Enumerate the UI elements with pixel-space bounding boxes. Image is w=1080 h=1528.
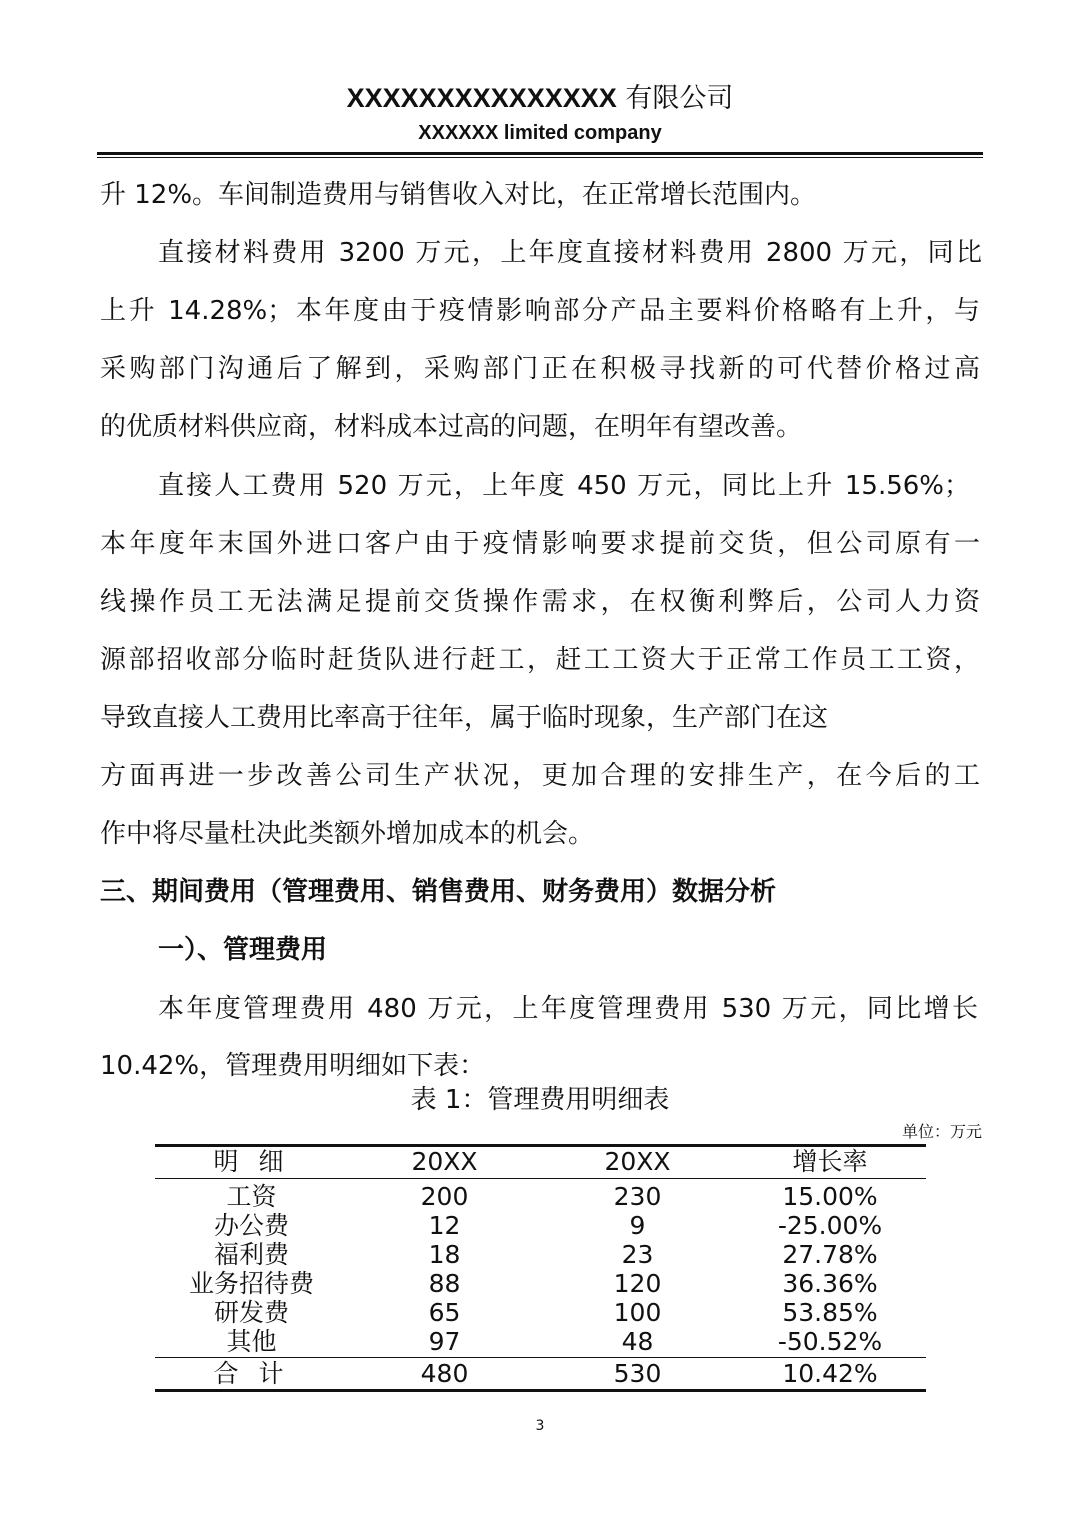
table-header-row — [155, 1147, 926, 1176]
table-cell: 88 — [428, 1269, 461, 1298]
table-header-cell: 20XX — [604, 1147, 671, 1176]
table-cell: -25.00% — [777, 1211, 883, 1240]
page-number: 3 — [535, 1418, 545, 1434]
table-cell: -50.52% — [777, 1327, 883, 1356]
paragraph-line: 导致直接人工费用比率高于往年，属于临时现象，生产部门在这 — [100, 703, 829, 733]
table-cell: 48 — [621, 1327, 654, 1356]
paragraph-line: 采购部门沟通后了解到，采购部门正在积极寻找新的可代替价格过高 — [100, 354, 980, 384]
table-total-rule — [155, 1357, 926, 1358]
table-unit-label: 单位：万元 — [901, 1122, 982, 1141]
paragraph-line: 本年度管理费用 480 万元，上年度管理费用 530 万元，同比增长 — [158, 994, 978, 1024]
company-name-latin: XXXXXXXXXXXXXXX — [346, 83, 617, 113]
table-row — [155, 1327, 926, 1356]
table-bottom-rule — [155, 1389, 926, 1392]
table-cell: 15.00% — [782, 1182, 878, 1211]
table-cell: 230 — [613, 1182, 662, 1211]
paragraph-line: 直接人工费用 520 万元，上年度 450 万元，同比上升 15.56%； — [158, 471, 970, 501]
table-total-row — [155, 1359, 926, 1388]
table-cell: 120 — [613, 1269, 662, 1298]
paragraph-line: 的优质材料供应商，材料成本过高的问题，在明年有望改善。 — [100, 412, 803, 442]
table-cell: 18 — [428, 1240, 461, 1269]
table-cell: 研发费 — [213, 1298, 289, 1327]
table-header-rule — [155, 1178, 926, 1179]
table-cell: 100 — [613, 1298, 662, 1327]
table-cell: 200 — [420, 1182, 469, 1211]
company-name-suffix: 有限公司 — [625, 83, 734, 114]
table-total-cell: 530 — [613, 1359, 662, 1388]
section-heading: 三、期间费用（管理费用、销售费用、财务费用）数据分析 — [100, 877, 777, 907]
paragraph-line: 线操作员工无法满足提前交货操作需求，在权衡利弊后，公司人力资 — [100, 587, 980, 617]
table-cell: 福利费 — [213, 1240, 289, 1269]
table-cell: 23 — [621, 1240, 654, 1269]
table-cell: 其他 — [226, 1327, 277, 1356]
paragraph-line: 升 12%。车间制造费用与销售收入对比，在正常增长范围内。 — [100, 180, 817, 210]
table-cell: 36.36% — [782, 1269, 878, 1298]
table-row — [155, 1298, 926, 1327]
table-cell: 12 — [428, 1211, 461, 1240]
table-cell: 业务招待费 — [188, 1269, 314, 1298]
table-row — [155, 1211, 926, 1240]
table-header-cell: 增长率 — [792, 1147, 868, 1176]
table-header-cell: 20XX — [411, 1147, 478, 1176]
header-divider — [97, 152, 983, 155]
table-row — [155, 1240, 926, 1269]
subsection-heading: 一）、管理费用 — [158, 935, 328, 965]
company-english-name: XXXXXX limited company — [418, 122, 662, 144]
table-cell: 工资 — [226, 1182, 277, 1211]
table-total-cell: 合 计 — [213, 1359, 290, 1388]
table-total-cell: 10.42% — [782, 1359, 878, 1388]
header-divider-thin — [97, 157, 983, 158]
paragraph-line: 源部招收部分临时赶货队进行赶工，赶工工资大于正常工作员工工资， — [100, 645, 980, 675]
paragraph-line: 方面再进一步改善公司生产状况，更加合理的安排生产，在今后的工 — [100, 761, 980, 791]
table-row — [155, 1182, 926, 1211]
table-cell: 办公费 — [213, 1211, 289, 1240]
table-caption: 表 1：管理费用明细表 — [410, 1085, 670, 1115]
table-header-cell: 明 细 — [213, 1147, 290, 1176]
table-cell: 65 — [428, 1298, 461, 1327]
table-cell: 53.85% — [782, 1298, 878, 1327]
document-header-title — [0, 80, 1080, 117]
paragraph-line: 本年度年末国外进口客户由于疫情影响要求提前交货，但公司原有一 — [100, 529, 980, 559]
paragraph-line: 10.42%，管理费用明细如下表： — [100, 1051, 486, 1081]
table-cell: 27.78% — [782, 1240, 878, 1269]
table-cell: 97 — [428, 1327, 461, 1356]
paragraph-line: 作中将尽量杜决此类额外增加成本的机会。 — [100, 819, 595, 849]
table-cell: 9 — [629, 1211, 646, 1240]
table-row — [155, 1269, 926, 1298]
paragraph-line: 上升 14.28%；本年度由于疫情影响部分产品主要料价格略有上升，与 — [100, 296, 980, 326]
paragraph-line: 直接材料费用 3200 万元，上年度直接材料费用 2800 万元，同比 — [158, 238, 982, 268]
table-total-cell: 480 — [420, 1359, 469, 1388]
